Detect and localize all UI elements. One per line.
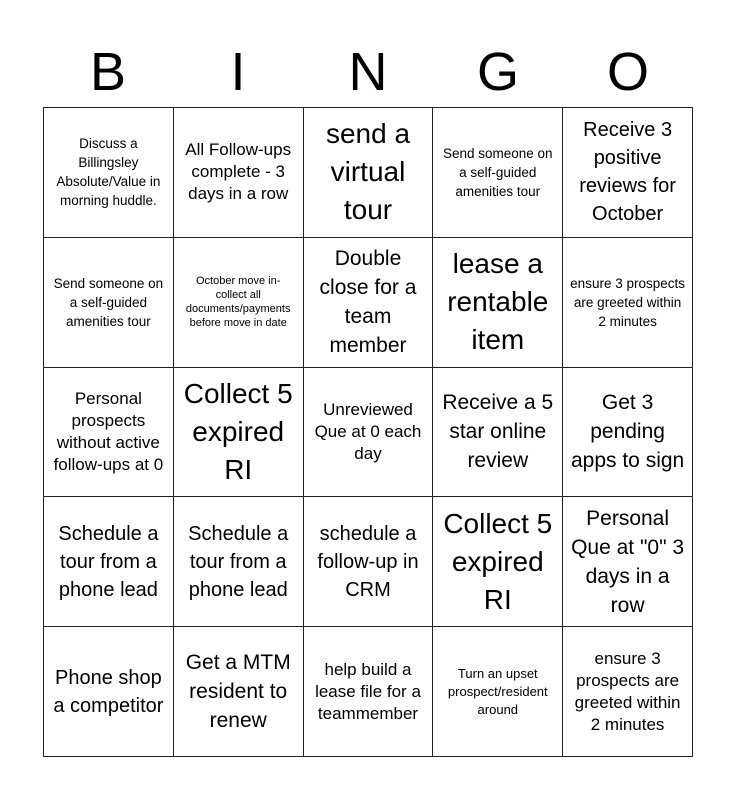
bingo-cell-r2-c5[interactable] [563, 238, 693, 368]
bingo-cell-r2-c3[interactable] [304, 238, 434, 368]
bingo-cell-r1-c5[interactable] [563, 108, 693, 238]
cell-text: Phone shop a competitor [53, 666, 164, 717]
bingo-cell-r4-c2[interactable] [174, 497, 304, 627]
bingo-cell-r3-c4[interactable] [433, 368, 563, 498]
cell-text: All Follow-ups complete - 3 days in a row [185, 140, 292, 204]
bingo-cell-r1-c4[interactable] [433, 108, 563, 238]
bingo-cell-r2-c1[interactable] [44, 238, 174, 368]
cell-text: Receive a 5 star online review [442, 391, 554, 473]
bingo-cell-r2-c4[interactable] [433, 238, 563, 368]
cell-text: October move in- collect all documents/payments before move in date [185, 275, 291, 330]
cell-text: ensure 3 prospects are greeted within 2 minutes [574, 648, 681, 734]
cell-text: Double close for a team member [319, 247, 417, 358]
cell-text: ensure 3 prospects are greeted within 2 minutes [570, 275, 685, 329]
bingo-header [43, 40, 693, 104]
cell-text: lease a rentable item [447, 248, 549, 356]
cell-text: Get 3 pending apps to sign [570, 391, 685, 473]
cell-text: Turn an upset prospect/resident around [447, 665, 548, 717]
bingo-cell-r5-c1[interactable] [44, 627, 174, 757]
cell-text: Collect 5 expired RI [183, 377, 293, 485]
bingo-cell-r1-c1[interactable] [44, 108, 174, 238]
cell-text: Unreviewed Que at 0 each day [314, 399, 422, 463]
cell-text: send a virtual tour [325, 118, 411, 226]
cell-text: help build a lease file for a teammember [315, 659, 421, 723]
cell-text: Collect 5 expired RI [443, 507, 553, 615]
bingo-grid [43, 107, 693, 757]
cell-text: Discuss a Billingsley Absolute/Value in morning huddle. [56, 136, 161, 209]
cell-text: Send someone on a self-guided amenities tour [442, 145, 553, 199]
header-letter-g: G [476, 42, 519, 102]
bingo-cell-r2-c2[interactable] [174, 238, 304, 368]
cell-text: Schedule a tour from a phone lead [188, 522, 289, 601]
bingo-cell-r1-c2[interactable] [174, 108, 304, 238]
cell-text: Schedule a tour from a phone lead [58, 522, 159, 601]
header-letter-n: N [348, 42, 388, 102]
cell-text: Personal Que at "0" 3 days in a row [571, 506, 685, 617]
bingo-cell-r1-c3[interactable] [304, 108, 434, 238]
bingo-cell-r3-c3[interactable] [304, 368, 434, 498]
bingo-cell-r4-c4[interactable] [433, 497, 563, 627]
bingo-cell-r3-c1[interactable] [44, 368, 174, 498]
cell-text: Personal prospects without active follow-ups at 0 [53, 388, 164, 474]
bingo-cell-r3-c2[interactable] [174, 368, 304, 498]
bingo-cell-r4-c1[interactable] [44, 497, 174, 627]
cell-text: schedule a follow-up in CRM [317, 522, 419, 601]
header-letter-o: O [606, 42, 649, 102]
bingo-cell-r4-c5[interactable] [563, 497, 693, 627]
bingo-cell-r5-c4[interactable] [433, 627, 563, 757]
cell-text: Get a MTM resident to renew [185, 651, 291, 733]
bingo-cell-r5-c3[interactable] [304, 627, 434, 757]
bingo-cell-r5-c5[interactable] [563, 627, 693, 757]
bingo-cell-r3-c5[interactable] [563, 368, 693, 498]
bingo-cell-r5-c2[interactable] [174, 627, 304, 757]
cell-text: Send someone on a self-guided amenities tour [53, 275, 164, 329]
cell-text: Receive 3 positive reviews for October [579, 119, 676, 226]
header-letter-b: B [89, 42, 127, 102]
header-letter-i: I [230, 42, 246, 102]
bingo-cell-r4-c3[interactable] [304, 497, 434, 627]
